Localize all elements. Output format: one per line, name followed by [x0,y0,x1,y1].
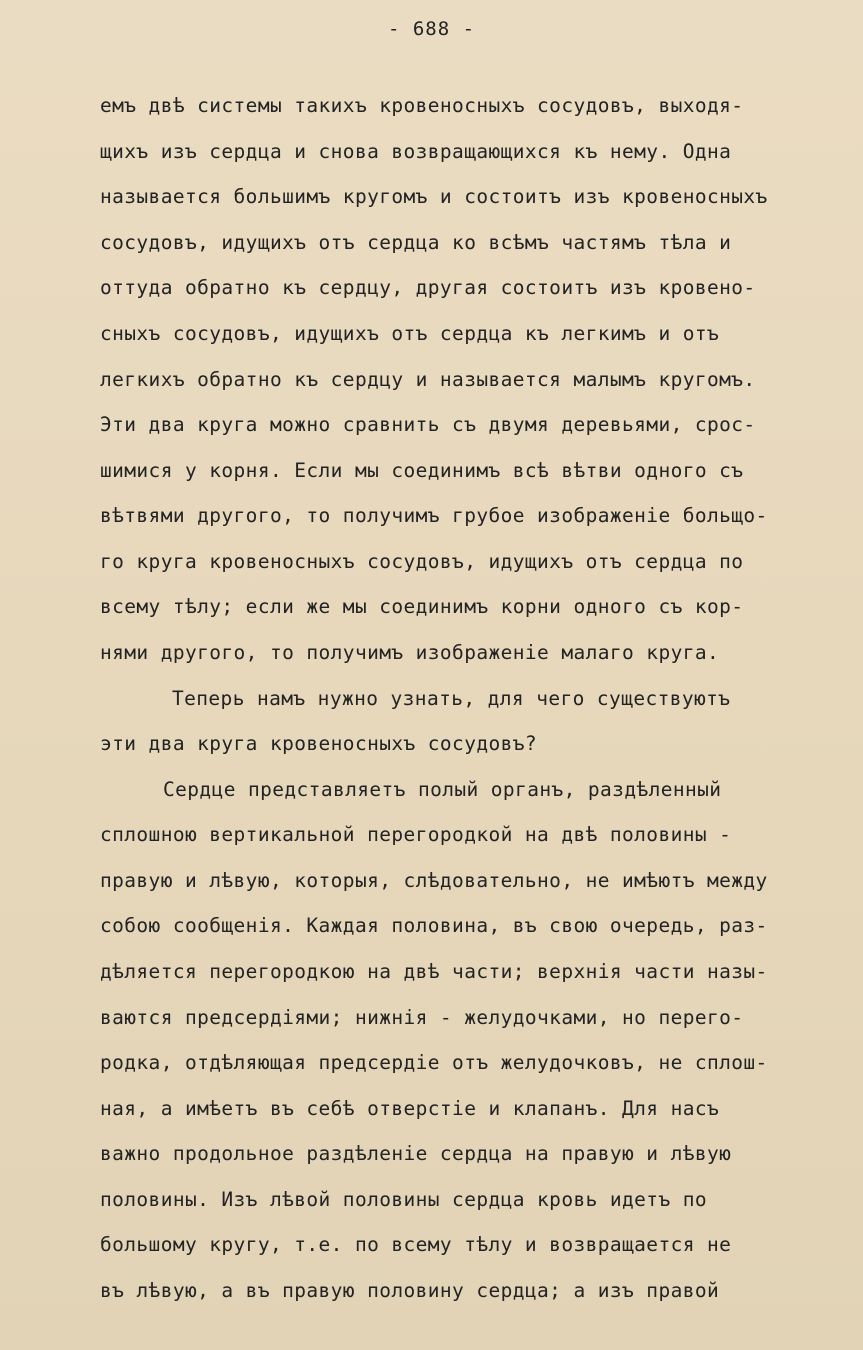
text-line: Теперь намъ нужно узнать, для чего существуютъ [172,687,731,710]
text-line: сосудовъ, идущихъ отъ сердца ко всѣмъ частямъ тѣла и [100,231,732,254]
text-line: щихъ изъ сердца и снова возвращающихся къ нему. Одна [100,140,732,163]
text-line: сныхъ сосудовъ, идущихъ отъ сердца къ легкимъ и отъ [100,322,720,345]
text-line: Сердце представляетъ полый органъ, раздѣленный [163,778,722,801]
page-number: - 688 - [387,18,476,40]
text-line: дѣляется перегородкою на двѣ части; верхнiя части назы- [100,960,768,983]
text-line: половины. Изъ лѣвой половины сердца кровь идетъ по [100,1188,707,1211]
text-line: вѣтвями другого, то получимъ грубое изображенiе больщо- [100,504,768,527]
text-line: называется большимъ кругомъ и состоитъ изъ кровеносныхъ [100,185,768,208]
text-line: оттуда обратно къ сердцу, другая состоитъ изъ кровено- [100,276,756,299]
text-line: легкихъ обратно къ сердцу и называется малымъ кругомъ. [100,368,756,391]
text-line: ваются предсердiями; нижнiя - желудочками, но перего- [100,1006,744,1029]
text-line: большому кругу, т.е. по всему тѣлу и возвращается не [100,1233,732,1256]
text-line: го круга кровеносныхъ сосудовъ, идущихъ отъ сердца по [100,550,744,573]
text-line: родка, отдѣляющая предсердiе отъ желудочковъ, не сплош- [100,1051,768,1074]
text-line: въ лѣвую, а въ правую половину сердца; а изъ правой [100,1279,720,1302]
text-line: всему тѣлу; если же мы соединимъ корни одного съ кор- [100,595,744,618]
text-line: собою сообщенiя. Каждая половина, въ свою очередь, раз- [100,914,768,937]
text-line: правую и лѣвую, которыя, слѣдовательно, не имѣютъ между [100,869,768,892]
text-line: сплошною вертикальной перегородкой на двѣ половины - [100,823,732,846]
text-line: эти два круга кровеносныхъ сосудовъ? [100,732,538,755]
text-line: важно продольное раздѣленiе сердца на правую и лѣвую [100,1142,732,1165]
text-line: Эти два круга можно сравнить съ двумя деревьями, срос- [100,413,756,436]
text-line: шимися у корня. Если мы соединимъ всѣ вѣтви одного съ [100,459,744,482]
text-line: емъ двѣ системы такихъ кровеносныхъ сосудовъ, выходя- [100,94,744,117]
text-line: ная, а имѣетъ въ себѣ отверстiе и клапанъ. Для насъ [100,1097,720,1120]
text-line: нями другого, то получимъ изображенiе малаго круга. [100,641,720,664]
